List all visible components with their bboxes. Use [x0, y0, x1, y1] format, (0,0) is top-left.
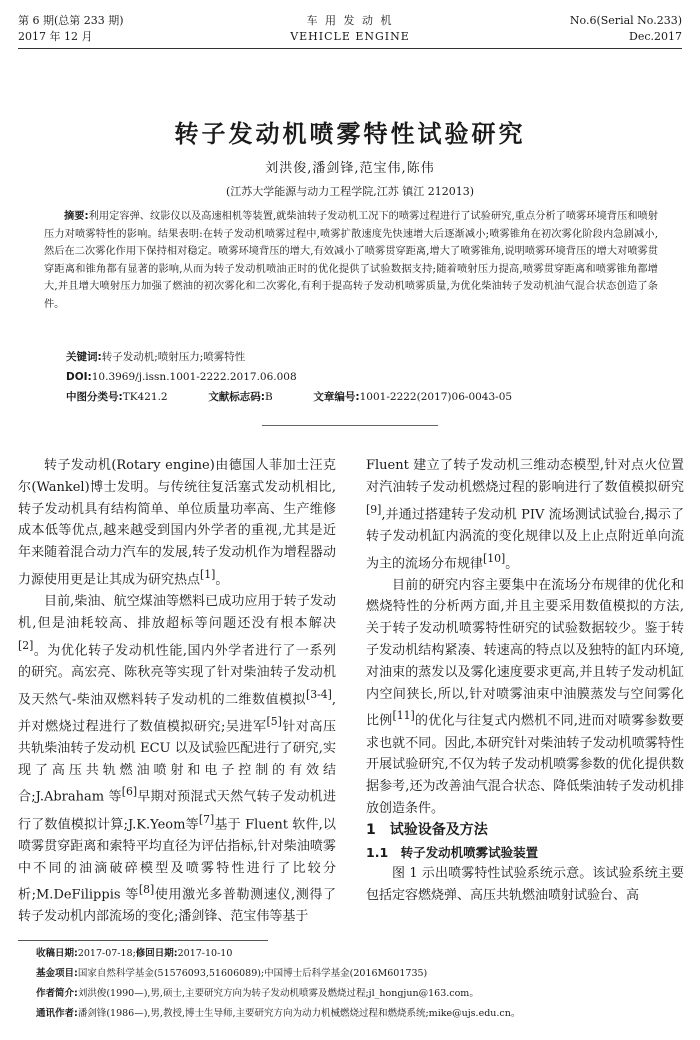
received-date: 收稿日期:2017-07-18;修回日期:2017-10-10: [36, 948, 233, 959]
abstract-label: 摘要:: [64, 211, 89, 222]
issue-date-en: Dec.2017: [629, 30, 682, 43]
section-1-paragraph: 图 1 示出喷雾特性试验系统示意。该试验系统主要包括定容燃烧弹、高压共轨燃油喷射试验台、高: [366, 866, 684, 904]
paper-title: 转子发动机喷雾特性试验研究: [174, 120, 526, 148]
keywords-text: 转子发动机;喷射压力;喷雾特性: [101, 351, 246, 363]
doi-label: DOI:: [66, 371, 92, 383]
abstract-text: 利用定容弹、纹影仪以及高速相机等装置,就柴油转子发动机工况下的喷雾过程进行了试验研究,重点分析了喷雾环境背压和喷射压力对喷雾特性的影响。结果表明:在转子发动机喷雾过程中,喷雾扩散速度先快速增大后逐渐减小;喷雾锥角在初次雾化阶段内急剧减小,然后在二次雾化作用下保持相对稳定。喷雾环境背压的增大,有效减小了喷雾贯穿距离,增大了喷雾锥角,说明喷雾环境背压的增大对喷雾贯穿距离和锥角都有显著的影响,从而为转子发动机喷油正时的优化提供了试验数据支持;随着喷射压力提高,喷雾贯穿距离和喷雾锥角都增大,并且增大喷射压力加强了燃油的初次雾化和二次雾化,有利于提高转子发动机喷雾质量,为优化柴油转子发动机油气混合状态创造了条件。: [44, 211, 658, 310]
issue-number-cn: 第 6 期(总第 233 期): [18, 14, 124, 27]
keywords: [66, 348, 245, 366]
intro-paragraph-4: 目前的研究内容主要集中在流场分布规律的优化和燃烧特性的分析两方面,并且主要采用数值模拟的方法,关于转子发动机喷雾特性研究的试验数据较少。鉴于转子发动机结构紧凑、转速高的特点以及独特的缸内环境,对油束的蒸发以及雾化速度要求更高,并且转子发动机缸内空间狭长,所以,针对喷雾油束中油膜蒸发与空间雾化比例[11]的优化与往复式内燃机不同,进而对喷雾参数要求也就不同。因此,本研究针对柴油转子发动机喷雾特性开展试验研究,不仅为转子发动机喷雾参数的优化提供数据参考,还为改善油气混合状态、降低柴油转子发动机排放创造条件。: [366, 577, 684, 816]
intro-paragraph-2: 目前,柴油、航空煤油等燃料已成功应用于转子发动机,但是油耗较高、排放超标等问题还没有根本解决[2]。为优化转子发动机性能,国内外学者进行了一系列的研究。高宏亮、陈秋亮等实现了针对柴油转子发动机及天然气-柴油双燃料转子发动机的二维数值模拟[3-4],并对燃烧过程进行了数值模拟研究;吴进军[5]针对高压共轨柴油转子发动机 ECU 以及试验匹配进行了研究,实现了高压共轨燃油喷射和电子控制的有效结合;J.Abraham 等[6]早期对预混式天然气转子发动机进行了数值模拟计算;J.K.Yeom等[7]基于 Fluent 软件,以喷雾贯穿距离和索特平均直径为评估指标,针对柴油喷雾中不同的油滴破碎模型及喷雾特性进行了比较分析;M.DeFilippis 等[8]使用激光多普勒测速仪,测得了转子发动机内部流场的变化;潘剑锋、范宝伟等基于: [18, 594, 337, 925]
article-number-label: 文章编号:: [313, 391, 360, 403]
author-bio: 作者简介:刘洪俊(1990—),男,硕士,主要研究方向为转子发动机喷雾及燃烧过程;jl_hongjun@163.com。: [36, 988, 479, 999]
article-number: 1001-2222(2017)06-0043-05: [359, 391, 513, 403]
header-rule: [18, 48, 682, 49]
left-column: [18, 455, 336, 928]
doc-code-label: 文献标志码:: [208, 391, 266, 403]
affiliation: (江苏大学能源与动力工程学院,江苏 镇江 212013): [225, 185, 475, 198]
abstract: [44, 208, 658, 314]
footnote-rule: [18, 940, 268, 941]
doi-text: 10.3969/j.issn.1001-2222.2017.06.008: [91, 371, 297, 383]
section-heading-1: 1 试验设备及方法: [366, 821, 488, 838]
keywords-label: 关键词:: [66, 351, 102, 363]
classification-line: [66, 388, 512, 406]
fund-project: 基金项目:国家自然科学基金(51576093,51606089);中国博士后科学基金(2016M601735): [36, 968, 428, 979]
author-list: 刘洪俊,潘剑锋,范宝伟,陈伟: [265, 161, 435, 176]
footnotes: [36, 946, 676, 1021]
corresponding-author: 通讯作者:潘剑锋(1986—),男,教授,博士生导师,主要研究方向为动力机械燃烧过程和燃烧系统;mike@ujs.edu.cn。: [36, 1008, 521, 1019]
journal-name-cn: 车 用 发 动 机: [306, 14, 394, 27]
clc-label: 中图分类号:: [66, 391, 123, 403]
issue-date-cn: 2017 年 12 月: [18, 30, 93, 43]
right-column: [366, 455, 684, 907]
abstract-divider: [262, 425, 438, 426]
intro-paragraph-1: 转子发动机(Rotary engine)由德国人菲加士汪克尔(Wankel)博士发明。与传统往复活塞式发动机相比,转子发动机具有结构简单、单位质量功率高、生产维修成本低等优点,越来越受到国内外学者的重视,尤其是近年来随着混合动力汽车的发展,转子发动机作为增程器动力源使用更是让其成为研究热点[1]。: [18, 458, 336, 588]
doi: [66, 368, 297, 386]
clc-code: TK421.2: [122, 391, 168, 403]
intro-paragraph-3: Fluent 建立了转子发动机三维动态模型,针对点火位置对汽油转子发动机燃烧过程的影响进行了数值模拟研究[9],并通过搭建转子发动机 PIV 流场测试试验台,揭示了转子发动机缸内涡流的变化规律以及上止点附近单向流为主的流场分布规律[10]。: [366, 458, 684, 571]
issue-number-en: No.6(Serial No.233): [569, 14, 682, 27]
journal-name-en: VEHICLE ENGINE: [290, 30, 410, 43]
subsection-heading-1-1: 1.1 转子发动机喷雾试验装置: [366, 844, 539, 860]
doc-code: B: [265, 391, 273, 403]
